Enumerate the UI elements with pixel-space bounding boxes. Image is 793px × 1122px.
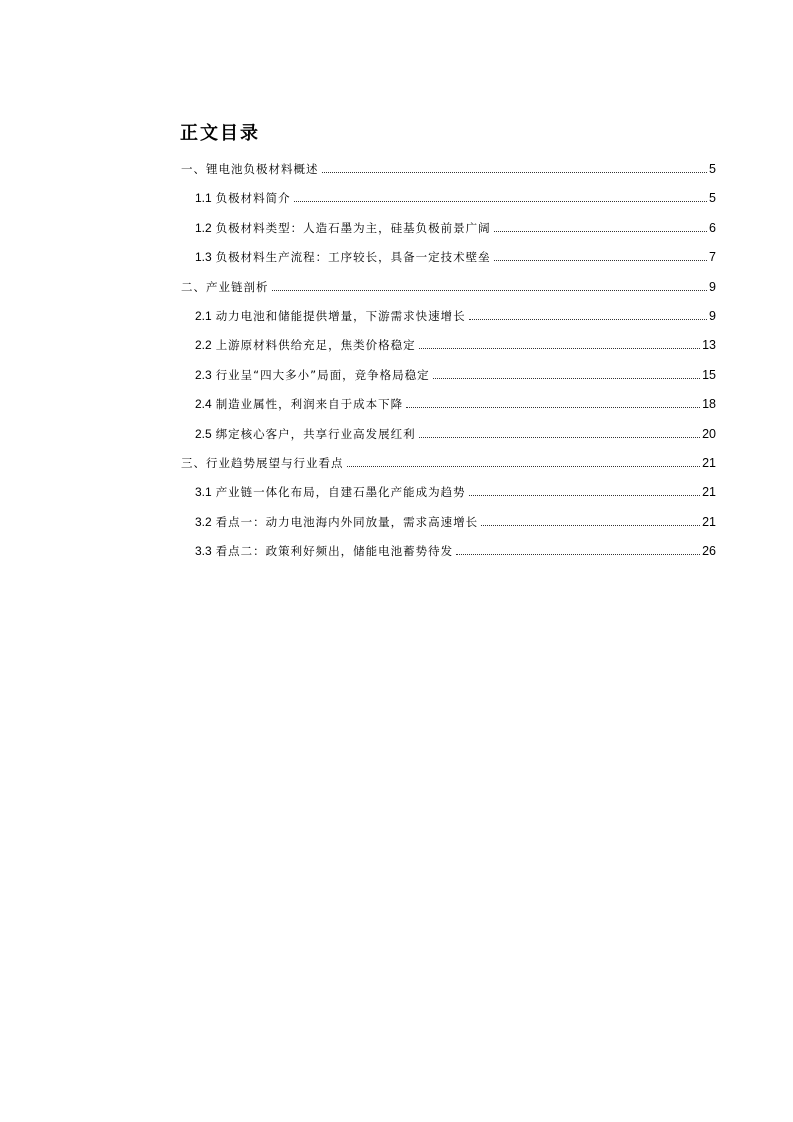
toc-dot-leader bbox=[469, 494, 700, 496]
toc-dot-leader bbox=[419, 436, 700, 438]
toc-entry-page-number: 7 bbox=[709, 250, 716, 265]
toc-entry[interactable] bbox=[181, 275, 716, 295]
toc-entry[interactable] bbox=[181, 157, 716, 177]
toc-entry-number: 1.2 bbox=[195, 220, 212, 235]
toc-dot-leader bbox=[481, 524, 700, 526]
toc-entry-page-number: 20 bbox=[702, 426, 716, 441]
toc-entry-title: 二、产业链剖析 bbox=[181, 279, 269, 294]
toc-entry-title: 三、行业趋势展望与行业看点 bbox=[181, 456, 344, 470]
toc-entry-title: 上游原材料供给充足，焦类价格稳定 bbox=[215, 338, 416, 353]
toc-dot-leader bbox=[494, 259, 707, 261]
toc-entry[interactable] bbox=[195, 480, 716, 500]
toc-entry-title: 一、锂电池负极材料概述 bbox=[181, 162, 319, 176]
toc-entry-number: 2.5 bbox=[195, 426, 212, 441]
toc-entry-page-number: 26 bbox=[702, 544, 716, 559]
toc-entry-page-number: 9 bbox=[709, 309, 716, 323]
toc-entry[interactable] bbox=[195, 363, 716, 383]
toc-entry-title: 负极材料生产流程：工序较长，具备一定技术壁垒 bbox=[215, 250, 491, 265]
toc-entry-number: 3.2 bbox=[195, 514, 212, 529]
toc-dot-leader bbox=[419, 347, 700, 349]
toc-entry[interactable] bbox=[195, 304, 716, 324]
toc-entry-title: 负极材料类型：人造石墨为主，硅基负极前景广阔 bbox=[215, 220, 491, 235]
toc-dot-leader bbox=[347, 465, 701, 467]
toc-entry-number: 2.3 bbox=[195, 367, 212, 382]
toc-entry-page-number: 21 bbox=[702, 514, 716, 529]
toc-entry[interactable] bbox=[195, 510, 716, 530]
toc-dot-leader bbox=[272, 289, 708, 291]
toc-entry-number: 3.1 bbox=[195, 485, 212, 500]
toc-entry-number: 3.3 bbox=[195, 544, 212, 559]
toc-entry-number: 2.1 bbox=[195, 309, 212, 323]
toc-dot-leader bbox=[322, 171, 708, 173]
toc-dot-leader bbox=[469, 318, 707, 320]
toc-entry-number: 1.3 bbox=[195, 250, 212, 265]
toc-entry-title: 看点一：动力电池海内外同放量，需求高速增长 bbox=[215, 514, 479, 529]
toc-entry[interactable] bbox=[195, 333, 716, 353]
toc-title: 正文目录 bbox=[180, 123, 260, 144]
toc-entry-number: 2.4 bbox=[195, 397, 212, 412]
toc-dot-leader bbox=[494, 230, 707, 232]
toc-dot-leader bbox=[406, 406, 700, 408]
toc-dot-leader bbox=[294, 200, 707, 202]
toc-entry-page-number: 18 bbox=[702, 397, 716, 412]
toc-entry-page-number: 6 bbox=[709, 220, 716, 235]
toc-entry-title: 行业呈“四大多小”局面，竞争格局稳定 bbox=[215, 367, 430, 382]
toc-dot-leader bbox=[433, 377, 700, 379]
toc-entry-page-number: 21 bbox=[702, 485, 716, 500]
toc-entry-page-number: 5 bbox=[709, 191, 716, 206]
toc-entry-title: 负极材料简介 bbox=[215, 191, 291, 206]
toc-entry[interactable] bbox=[195, 245, 716, 265]
toc-entry-number: 1.1 bbox=[195, 191, 212, 206]
toc-entry-page-number: 21 bbox=[702, 456, 716, 470]
toc-entry-page-number: 9 bbox=[709, 279, 716, 294]
toc-entry[interactable] bbox=[195, 539, 716, 559]
toc-entry-page-number: 13 bbox=[702, 338, 716, 353]
toc-entry[interactable] bbox=[181, 451, 716, 471]
toc-entry-page-number: 15 bbox=[702, 367, 716, 382]
toc-entry[interactable] bbox=[195, 216, 716, 236]
toc-dot-leader bbox=[456, 553, 700, 555]
toc-entry-title: 产业链一体化布局，自建石墨化产能成为趋势 bbox=[215, 485, 466, 500]
toc-entry-title: 制造业属性，利润来自于成本下降 bbox=[215, 397, 404, 412]
toc-entry[interactable] bbox=[195, 422, 716, 442]
toc-entry-title: 绑定核心客户，共享行业高发展红利 bbox=[215, 426, 416, 441]
toc-entry-page-number: 5 bbox=[709, 162, 716, 176]
toc-entry-number: 2.2 bbox=[195, 338, 212, 353]
toc-entry-title: 看点二：政策利好频出，储能电池蓄势待发 bbox=[215, 544, 454, 559]
toc-entry-title: 动力电池和储能提供增量，下游需求快速增长 bbox=[215, 309, 466, 323]
toc-entry[interactable] bbox=[195, 392, 716, 412]
toc-entry[interactable] bbox=[195, 186, 716, 206]
